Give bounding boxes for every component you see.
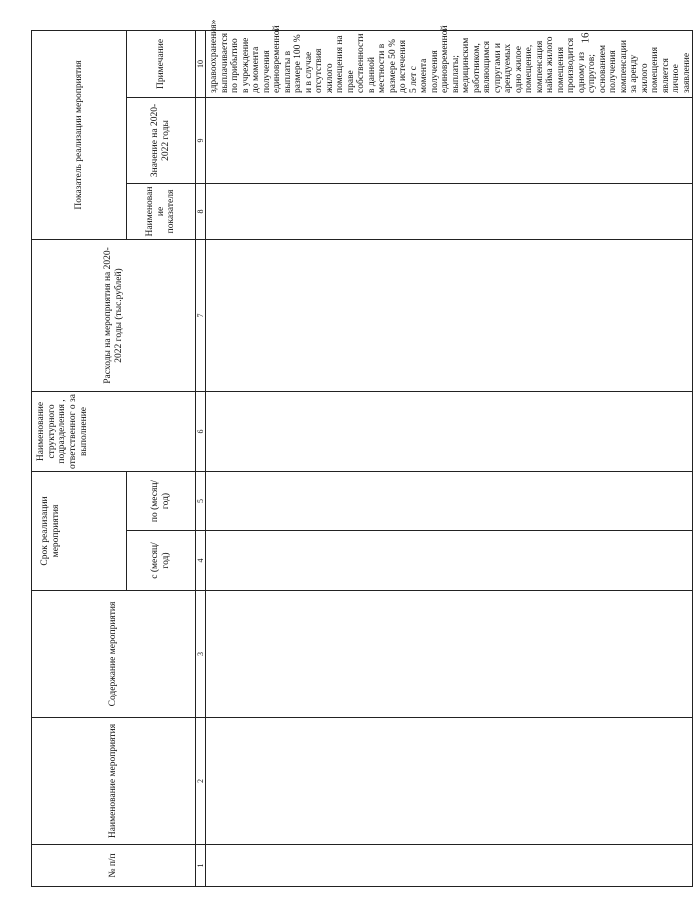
column-number: 4	[196, 531, 206, 591]
cell-measure-name	[206, 718, 693, 845]
cell-to	[206, 471, 693, 530]
page-number: 16	[579, 32, 592, 44]
cell-indicator-name	[206, 183, 693, 239]
column-number-row	[196, 30, 206, 886]
table-row	[206, 30, 693, 886]
column-number: 6	[196, 391, 206, 471]
column-number: 1	[196, 845, 206, 887]
header-to: по (месяц/ год)	[127, 471, 196, 530]
cell-responsible-unit	[206, 391, 693, 471]
column-number: 7	[196, 239, 206, 391]
cell-expenses	[206, 239, 693, 391]
header-expenses: Расходы на мероприятия на 2020-2022 годы (тыс.рублей)	[32, 239, 196, 391]
header-indicator-value: Значение на 2020-2022 годы	[127, 97, 196, 183]
cell-measure-content	[206, 591, 693, 718]
header-measure-name: Наименование мероприятия	[32, 718, 196, 845]
cell-number	[206, 845, 693, 887]
header-responsible-unit: Наименование структурного подразделения , ответственног о за выполнение	[32, 391, 196, 471]
cell-indicator-value	[206, 97, 693, 183]
header-indicator: Показатель реализации мероприятия	[32, 30, 127, 239]
column-number: 9	[196, 97, 206, 183]
cell-note: здравоохранения» выплачивается по прибытию в учреждение до момента получения единовременной выплаты в размере 100 % и в случае отсутствия жилого помещения на праве собственности в данной местности в размере 50 % до истечения 5 лет с момента получения единовременной выплаты; медицинским работником, являющимся супругами и арендуемых одно жилое помещение, компенсация найма жилого помещения производится одному из супругов; основанием получения компенсации за аренду жилого помещения является личное заявление	[206, 30, 693, 97]
column-number: 3	[196, 591, 206, 718]
column-number: 10	[196, 30, 206, 97]
header-measure-content: Содержание мероприятия	[32, 591, 196, 718]
column-number: 8	[196, 183, 206, 239]
column-number: 5	[196, 471, 206, 530]
header-from: с (месяц/ год)	[127, 531, 196, 591]
header-note: Примечание	[127, 30, 196, 97]
measures-table	[31, 19, 693, 887]
header-period: Срок реализации мероприятия	[32, 471, 127, 590]
cell-from	[206, 531, 693, 591]
header-row-1	[32, 30, 127, 886]
header-indicator-name: Наименован ие показателя	[127, 183, 196, 239]
header-number: № п/п	[32, 845, 196, 887]
column-number: 2	[196, 718, 206, 845]
